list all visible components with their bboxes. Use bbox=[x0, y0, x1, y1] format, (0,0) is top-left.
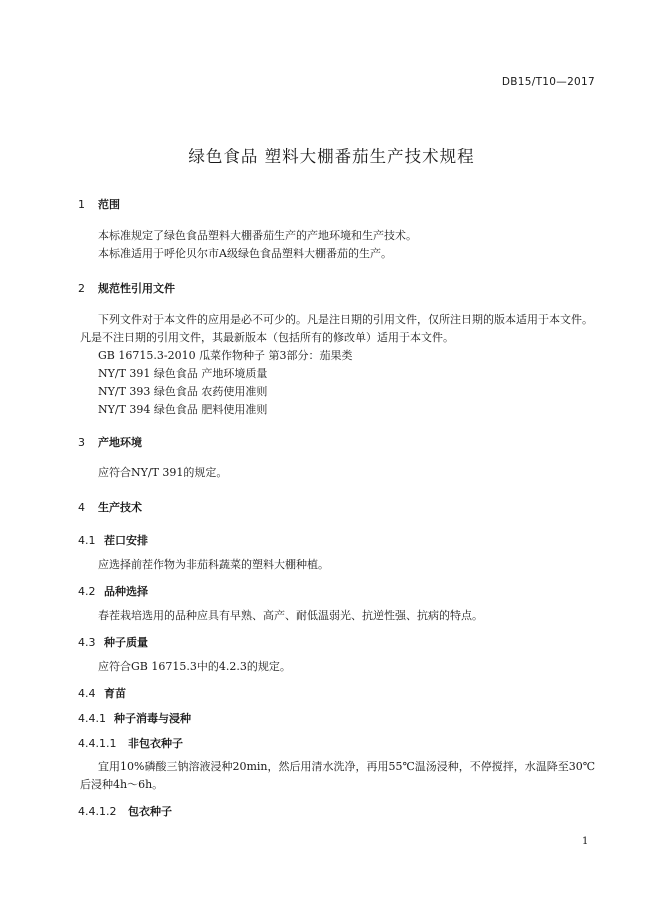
reference-item: GB 16715.3-2010 瓜菜作物种子 第3部分：茄果类 bbox=[98, 349, 353, 362]
section-heading-4-4-1-1 bbox=[78, 735, 183, 751]
document-title: 绿色食品 塑料大棚番茄生产技术规程 bbox=[188, 147, 475, 166]
section-title: 茬口安排 bbox=[104, 534, 148, 547]
section-title: 非包衣种子 bbox=[128, 737, 183, 750]
paragraph: 本标准适用于呼伦贝尔市A级绿色食品塑料大棚番茄的生产。 bbox=[98, 247, 392, 260]
document-number: DB15/T10—2017 bbox=[501, 76, 595, 88]
paragraph: 应符合NY/T 391的规定。 bbox=[98, 466, 228, 479]
section-heading-4-4-1-2 bbox=[78, 803, 172, 819]
section-heading-4 bbox=[78, 499, 142, 515]
paragraph: 应选择前茬作物为非茄科蔬菜的塑料大棚种植。 bbox=[98, 558, 329, 571]
section-heading-2 bbox=[78, 280, 175, 296]
section-number: 2 bbox=[78, 282, 85, 295]
section-number: 4.3 bbox=[78, 636, 96, 649]
reference-item: NY/T 393 绿色食品 农药使用准则 bbox=[98, 385, 268, 398]
section-title: 育苗 bbox=[104, 687, 126, 700]
section-heading-4-1 bbox=[78, 532, 148, 548]
page-number: 1 bbox=[582, 836, 589, 847]
reference-item: NY/T 394 绿色食品 肥料使用准则 bbox=[98, 403, 268, 416]
section-title: 生产技术 bbox=[98, 501, 142, 514]
section-heading-4-3 bbox=[78, 634, 148, 650]
section-number: 4.4.1.1 bbox=[78, 737, 117, 750]
section-title: 规范性引用文件 bbox=[98, 282, 175, 295]
section-title: 产地环境 bbox=[98, 436, 142, 449]
section-heading-4-4 bbox=[78, 685, 126, 701]
section-heading-4-4-1 bbox=[78, 710, 191, 726]
section-number: 1 bbox=[78, 198, 85, 211]
section-title: 范围 bbox=[98, 198, 120, 211]
section-number: 4.4.1 bbox=[78, 712, 106, 725]
section-title: 品种选择 bbox=[104, 585, 148, 598]
reference-item: NY/T 391 绿色食品 产地环境质量 bbox=[98, 367, 268, 380]
paragraph: 春茬栽培选用的品种应具有早熟、高产、耐低温弱光、抗逆性强、抗病的特点。 bbox=[98, 609, 483, 622]
section-heading-3 bbox=[78, 434, 142, 450]
section-number: 4.2 bbox=[78, 585, 96, 598]
section-number: 4.4 bbox=[78, 687, 96, 700]
section-title: 种子消毒与浸种 bbox=[114, 712, 191, 725]
section-number: 4.1 bbox=[78, 534, 96, 547]
section-title: 包衣种子 bbox=[128, 805, 172, 818]
section-number: 4 bbox=[78, 501, 85, 514]
paragraph: 下列文件对于本文件的应用是必不可少的。凡是注日期的引用文件，仅所注日期的版本适用于本文件。凡是不注日期的引用文件，其最新版本（包括所有的修改单）适用于本文件。 bbox=[80, 313, 593, 344]
paragraph: 本标准规定了绿色食品塑料大棚番茄生产的产地环境和生产技术。 bbox=[98, 229, 417, 242]
paragraph: 宜用10%磷酸三钠溶液浸种20min，然后用清水洗净，再用55℃温汤浸种，不停搅拌，水温降至30℃后浸种4h～6h。 bbox=[80, 760, 596, 791]
section-number: 4.4.1.2 bbox=[78, 805, 117, 818]
section-heading-4-2 bbox=[78, 583, 148, 599]
section-number: 3 bbox=[78, 436, 85, 449]
section-title: 种子质量 bbox=[104, 636, 148, 649]
paragraph: 应符合GB 16715.3中的4.2.3的规定。 bbox=[98, 660, 291, 673]
section-heading-1 bbox=[78, 196, 120, 212]
